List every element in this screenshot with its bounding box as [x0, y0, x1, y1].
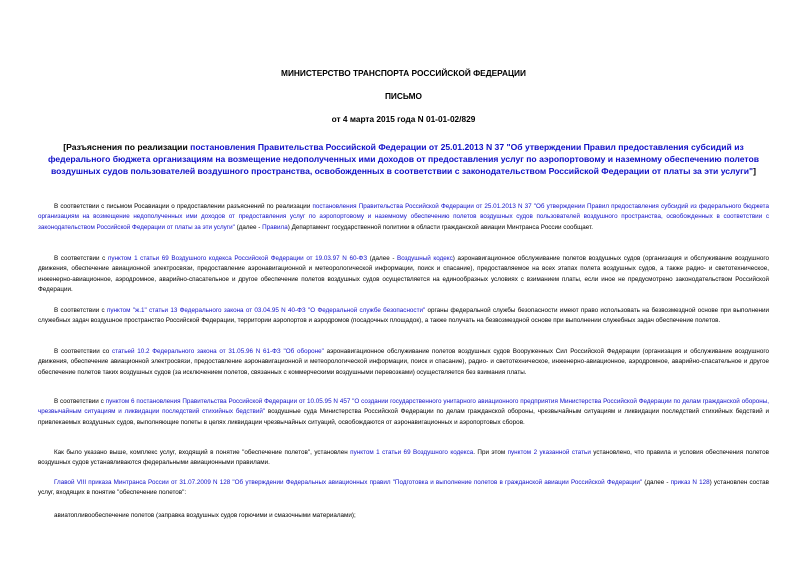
p7-text-c: ) установлен состав услуг, входящих в понятие "обеспечение полетов":: [38, 479, 769, 497]
paragraph-4: [38, 347, 769, 378]
p3-link-fsb-law[interactable]: пунктом "ж.1" статьи 13 Федерального закона от 03.04.95 N 40-ФЗ "О Федеральной службе безопасности": [107, 307, 426, 314]
p2-text-c: ) аэронавигационное обслуживание полетов воздушных судов (организация и обслуживание воздушного движения, обеспечение авиационной электросвязи, предоставление аэронавигационной и метеорологической информации, поиск и спасание), предоставляемое на всех этапах полета воздушных судов, а также радио- и светотехническое, инженерно-авиационное, аэродромное, аварийно-спасательное и другое обеспечение полетов воздушных судов осуществляется на единообразных условиях с взиманием платы, если иное не предусмотрено законодательством Российской Федерации.: [38, 255, 770, 293]
p5-text-a: В соответствии с: [54, 398, 106, 405]
subject-prefix: [Разъяснения по реализации: [63, 142, 191, 152]
p5-link-resolution-457[interactable]: пунктом 6 постановления Правительства Российской Федерации от 10.05.95 N 457 "О создании государственного унитарного авиационного предприятия Министерства Российской Федерации по делам гражданской обороны, чрезвычайным ситуациям и ликвидации последствий стихийных бедствий": [38, 398, 770, 416]
document-date-number: от 4 марта 2015 года N 01-01-02/829: [331, 114, 476, 124]
p3-text-a: В соответствии с: [54, 307, 107, 314]
p3-text-b: органы федеральной службы безопасности имеют право использовать на безвозмездной основе при выполнении служебных задач воздушное пространство Российской Федерации, территории аэропортов и аэродромов (посадочных площадок), а также получать на безвозмездной основе при выполнении служебных задач обеспечение полетов.: [38, 307, 769, 325]
paragraph-6: [38, 448, 769, 469]
p2-text-b: (далее -: [367, 255, 398, 262]
subject-link[interactable]: постановления Правительства Российской Федерации от 25.01.2013 N 37 "Об утверждении Правил предоставления субсидий из федерального бюджета организациям на возмещение недополученных ими доходов от предоставления услуг по аэропортовому и наземному обеспечению полетов воздушных судов пользователей воздушного пространства, освобожденных в соответствии с законодательством Российской Федерации от платы за эти услуги": [48, 142, 759, 176]
p6-text-c: установлено, что правила и условия обеспечения полетов воздушных судов устанавливаются федеральными авиационными правилами.: [38, 449, 769, 467]
paragraph-5: [38, 397, 769, 428]
paragraph-3: [38, 306, 769, 327]
p6-link-point2[interactable]: пунктом 2 указанной статьи: [507, 449, 591, 456]
paragraph-8: [38, 511, 769, 521]
subject-suffix: ]: [753, 166, 756, 176]
document-subject: [40, 141, 767, 177]
paragraph-7: [38, 478, 769, 499]
document-type: ПИСЬМО: [384, 91, 423, 101]
p4-text-b: аэронавигационное обслуживание полетов воздушных судов Вооруженных Сил Российской Федерации (организация и обслуживание воздушного движения, обеспечение авиационной электросвязи, предоставление аэронавигационной и метеорологической информации, поиск и спасание), радио- и светотехническое, инженерно-авиационное, аэродромное, аварийно-спасательное и другое обеспечение полетов таких воздушных судов (за исключением полетов, связанных с коммерческими воздушными перевозками) осуществляется без взимания платы.: [38, 348, 770, 376]
p6-text-b: . При этом: [473, 449, 508, 456]
p7-text-b: (далее -: [642, 479, 671, 486]
paragraph-1: [38, 202, 769, 233]
p1-link-resolution-37[interactable]: постановления Правительства Российской Федерации от 25.01.2013 N 37 "Об утверждении Правил предоставления субсидий из федерального бюджета организациям на возмещение недополученных ими доходов от предоставления услуг по аэропортовому и наземному обеспечению полетов воздушных судов пользователей воздушного пространства, освобожденных в соответствии с законодательством Российской Федерации от платы за эти услуги": [38, 203, 769, 231]
p8-text-a: авиатопливообеспечение полетов (заправка воздушных судов горючими и смазочными материалами);: [54, 512, 356, 519]
p6-text-a: Как было указано выше, комплекс услуг, входящий в понятие "обеспечение полетов", установлен: [54, 449, 351, 456]
p5-text-b: воздушные суда Министерства Российской Федерации по делам гражданской обороны, чрезвычайным ситуациям и ликвидации последствий стихийных бедствий и привлекаемых воздушных судов, выполняющие полеты в целях ликвидации чрезвычайных ситуаций, освобождаются от аэронавигационных и аэропортовых сборов.: [38, 408, 769, 426]
p1-text-c: ) Департамент государственной политики в области гражданской авиации Минтранса России сообщает.: [287, 223, 594, 231]
p7-link-order-128-chapter8[interactable]: Главой VIII приказа Минтранса России от 31.07.2009 N 128 "Об утверждении Федеральных авиационных правил "Подготовка и выполнение полетов в гражданской авиации Российской Федерации": [54, 479, 643, 486]
p1-link-rules[interactable]: Правила: [262, 223, 288, 231]
p2-text-a: В соответствии с: [54, 255, 108, 262]
ministry-title: МИНИСТЕРСТВО ТРАНСПОРТА РОССИЙСКОЙ ФЕДЕРАЦИИ: [281, 68, 526, 78]
p6-link-air-code-art69[interactable]: пунктом 1 статьи 69 Воздушного кодекса: [350, 449, 474, 456]
paragraph-2: [38, 254, 769, 295]
p4-text-a: В соответствии со: [54, 348, 112, 355]
p7-link-order-128[interactable]: приказ N 128: [670, 479, 710, 486]
p4-link-defense-law[interactable]: статьей 10.2 Федерального закона от 31.05.96 N 61-ФЗ "Об обороне": [111, 348, 324, 355]
p1-text-a: В соответствии с письмом Росавиации о предоставлении разъяснений по реализации: [54, 203, 313, 210]
p2-link-air-code[interactable]: Воздушный кодекс: [397, 255, 453, 262]
p2-link-air-code-art69[interactable]: пунктом 1 статьи 69 Воздушного кодекса Российской Федерации от 19.03.97 N 60-ФЗ: [107, 255, 368, 262]
p1-text-b: (далее -: [234, 223, 263, 231]
